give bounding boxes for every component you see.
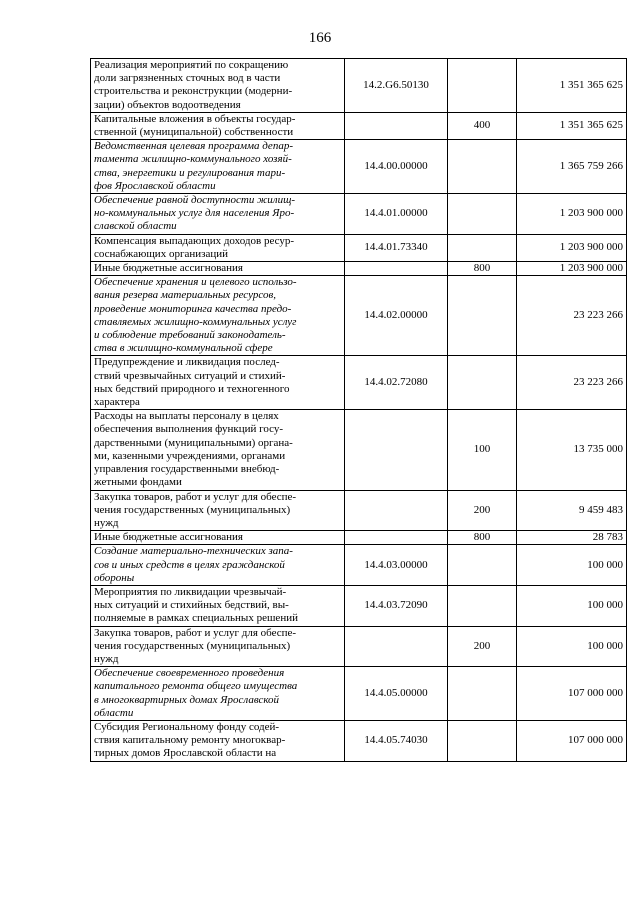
table-row bbox=[91, 112, 627, 139]
row-code-cell bbox=[345, 112, 448, 139]
row-expense-type-cell bbox=[448, 720, 517, 761]
table-row bbox=[91, 356, 627, 410]
row-amount-cell bbox=[517, 626, 627, 667]
row-expense-type-text: 100 bbox=[473, 443, 491, 456]
row-expense-type-cell bbox=[448, 410, 517, 490]
row-expense-type-cell bbox=[448, 626, 517, 667]
table-row bbox=[91, 194, 627, 235]
row-amount-text: 1 365 759 266 bbox=[559, 160, 623, 173]
row-name-text: Ведомственная целевая программа депар- тамента жилищно-коммунального хозяй- ства, энергетики и регулирования тари- фов Ярославской области bbox=[94, 140, 293, 192]
table-row bbox=[91, 262, 627, 276]
row-expense-type-cell bbox=[448, 545, 517, 586]
row-expense-type-text: 400 bbox=[473, 119, 491, 132]
table-row bbox=[91, 490, 627, 531]
row-amount-text: 1 203 900 000 bbox=[559, 262, 623, 275]
row-code-text: 14.4.01.73340 bbox=[364, 241, 428, 254]
table-row bbox=[91, 626, 627, 667]
row-expense-type-text: 200 bbox=[473, 639, 491, 652]
row-name-cell bbox=[91, 720, 345, 761]
row-code-text: 14.4.05.00000 bbox=[364, 686, 428, 699]
row-code-cell bbox=[345, 140, 448, 194]
row-name-cell bbox=[91, 194, 345, 235]
row-expense-type-cell bbox=[448, 490, 517, 531]
row-expense-type-cell bbox=[448, 140, 517, 194]
row-amount-text: 100 000 bbox=[587, 639, 623, 652]
row-amount-text: 1 203 900 000 bbox=[559, 207, 623, 220]
table-row bbox=[91, 276, 627, 356]
row-amount-cell bbox=[517, 720, 627, 761]
row-name-cell bbox=[91, 585, 345, 626]
row-expense-type-cell bbox=[448, 262, 517, 276]
row-amount-cell bbox=[517, 585, 627, 626]
row-amount-cell bbox=[517, 531, 627, 545]
table-row bbox=[91, 140, 627, 194]
row-name-text: Реализация мероприятий по сокращению доли загрязненных сточных вод в части строительства и реконструкции (модерни- зации) объектов водоотведения bbox=[94, 59, 293, 111]
row-amount-cell bbox=[517, 194, 627, 235]
row-code-cell bbox=[345, 410, 448, 490]
row-amount-cell bbox=[517, 140, 627, 194]
row-expense-type-cell bbox=[448, 276, 517, 356]
row-name-cell bbox=[91, 140, 345, 194]
row-amount-cell bbox=[517, 490, 627, 531]
row-code-text: 14.4.00.00000 bbox=[364, 160, 428, 173]
row-amount-text: 107 000 000 bbox=[568, 734, 623, 747]
row-code-cell bbox=[345, 667, 448, 721]
row-expense-type-cell bbox=[448, 234, 517, 261]
row-name-text: Капитальные вложения в объекты государ- ственной (муниципальной) собственности bbox=[94, 112, 296, 139]
row-amount-text: 1 203 900 000 bbox=[559, 241, 623, 254]
row-amount-text: 23 223 266 bbox=[573, 309, 623, 322]
row-code-cell bbox=[345, 262, 448, 276]
row-amount-text: 100 000 bbox=[587, 558, 623, 571]
row-name-text: Субсидия Региональному фонду содей- ствия капитальному ремонту многоквар- тирных домов Ярославской области на bbox=[94, 720, 286, 760]
row-expense-type-cell bbox=[448, 667, 517, 721]
row-name-cell bbox=[91, 626, 345, 667]
row-name-text: Предупреждение и ликвидация послед- ствий чрезвычайных ситуаций и стихий- ных бедствий природного и техногенного характера bbox=[94, 356, 290, 409]
row-amount-cell bbox=[517, 410, 627, 490]
row-amount-text: 13 735 000 bbox=[573, 443, 623, 456]
row-expense-type-cell bbox=[448, 194, 517, 235]
row-code-cell bbox=[345, 234, 448, 261]
row-name-text: Обеспечение своевременного проведения капитального ремонта общего имущества в многоквартирных домах Ярославской области bbox=[94, 667, 298, 719]
row-amount-text: 28 783 bbox=[592, 531, 623, 544]
row-name-cell bbox=[91, 59, 345, 113]
row-name-cell bbox=[91, 356, 345, 410]
row-name-cell bbox=[91, 531, 345, 545]
row-expense-type-cell bbox=[448, 585, 517, 626]
row-code-cell bbox=[345, 720, 448, 761]
row-name-text: Иные бюджетные ассигнования bbox=[94, 262, 243, 275]
row-name-cell bbox=[91, 490, 345, 531]
table-row bbox=[91, 667, 627, 721]
row-name-text: Создание материально-технических запа- сов и иных средств в целях гражданской обороны bbox=[94, 545, 293, 584]
table-row bbox=[91, 59, 627, 113]
row-code-cell bbox=[345, 531, 448, 545]
row-name-cell bbox=[91, 112, 345, 139]
row-code-cell bbox=[345, 490, 448, 531]
row-name-cell bbox=[91, 545, 345, 586]
row-code-text: 14.4.01.00000 bbox=[364, 207, 428, 220]
row-amount-text: 23 223 266 bbox=[573, 376, 623, 389]
row-amount-text: 100 000 bbox=[587, 599, 623, 612]
row-amount-cell bbox=[517, 234, 627, 261]
budget-table-body bbox=[91, 59, 627, 762]
row-name-text: Закупка товаров, работ и услуг для обеспе- чения государственных (муниципальных) нужд bbox=[94, 490, 297, 529]
row-code-cell bbox=[345, 194, 448, 235]
table-row bbox=[91, 410, 627, 490]
row-code-cell bbox=[345, 356, 448, 410]
row-amount-cell bbox=[517, 667, 627, 721]
row-name-cell bbox=[91, 410, 345, 490]
row-code-cell bbox=[345, 59, 448, 113]
row-expense-type-cell bbox=[448, 531, 517, 545]
row-code-cell bbox=[345, 585, 448, 626]
row-expense-type-text: 800 bbox=[473, 262, 491, 275]
row-code-text: 14.4.03.00000 bbox=[364, 558, 428, 571]
row-amount-text: 9 459 483 bbox=[579, 503, 623, 516]
budget-table bbox=[90, 58, 627, 762]
row-amount-cell bbox=[517, 545, 627, 586]
row-name-text: Обеспечение равной доступности жилищ- но-коммунальных услуг для населения Яро- славской области bbox=[94, 194, 296, 233]
row-code-cell bbox=[345, 276, 448, 356]
row-code-text: 14.4.02.72080 bbox=[364, 376, 428, 389]
table-row bbox=[91, 234, 627, 261]
row-code-text: 14.4.05.74030 bbox=[364, 734, 428, 747]
page-number: 166 bbox=[308, 30, 332, 46]
row-name-cell bbox=[91, 234, 345, 261]
row-code-cell bbox=[345, 626, 448, 667]
row-name-text: Иные бюджетные ассигнования bbox=[94, 531, 243, 544]
table-row bbox=[91, 720, 627, 761]
row-expense-type-text: 800 bbox=[473, 531, 491, 544]
row-name-text: Компенсация выпадающих доходов ресур- соснабжающих организаций bbox=[94, 234, 295, 260]
row-expense-type-cell bbox=[448, 356, 517, 410]
row-amount-cell bbox=[517, 59, 627, 113]
row-name-cell bbox=[91, 667, 345, 721]
table-row bbox=[91, 585, 627, 626]
row-name-text: Мероприятия по ликвидации чрезвычай- ных ситуаций и стихийных бедствий, вы- полняемые в рамках специальных решений bbox=[94, 585, 298, 625]
table-row bbox=[91, 545, 627, 586]
row-expense-type-cell bbox=[448, 112, 517, 139]
row-expense-type-cell bbox=[448, 59, 517, 113]
row-amount-text: 107 000 000 bbox=[568, 686, 623, 699]
row-name-cell bbox=[91, 276, 345, 356]
table-row bbox=[91, 531, 627, 545]
row-amount-cell bbox=[517, 262, 627, 276]
row-code-cell bbox=[345, 545, 448, 586]
row-code-text: 14.2.G6.50130 bbox=[363, 78, 429, 91]
row-name-text: Обеспечение хранения и целевого использо- вания резерва материальных ресурсов, проведение мониторинга качества предо- ставляемых жилищно-коммунальных услуг и соблюдение требований законодатель- ства в жилищно-коммунальной сфере bbox=[94, 276, 297, 355]
row-name-text: Закупка товаров, работ и услуг для обеспе- чения государственных (муниципальных) нужд bbox=[94, 626, 297, 665]
row-code-text: 14.4.02.00000 bbox=[364, 309, 428, 322]
row-amount-cell bbox=[517, 276, 627, 356]
row-amount-cell bbox=[517, 112, 627, 139]
row-amount-text: 1 351 365 625 bbox=[559, 78, 623, 91]
row-name-text: Расходы на выплаты персоналу в целях обеспечения выполнения функций госу- дарственными (муниципальными) органа- ми, казенными учреждениями, органами управления государственными внебюд- жетными фондами bbox=[94, 410, 293, 489]
row-expense-type-text: 200 bbox=[473, 503, 491, 516]
row-code-text: 14.4.03.72090 bbox=[364, 599, 428, 612]
row-amount-text: 1 351 365 625 bbox=[559, 119, 623, 132]
row-amount-cell bbox=[517, 356, 627, 410]
row-name-cell bbox=[91, 262, 345, 276]
